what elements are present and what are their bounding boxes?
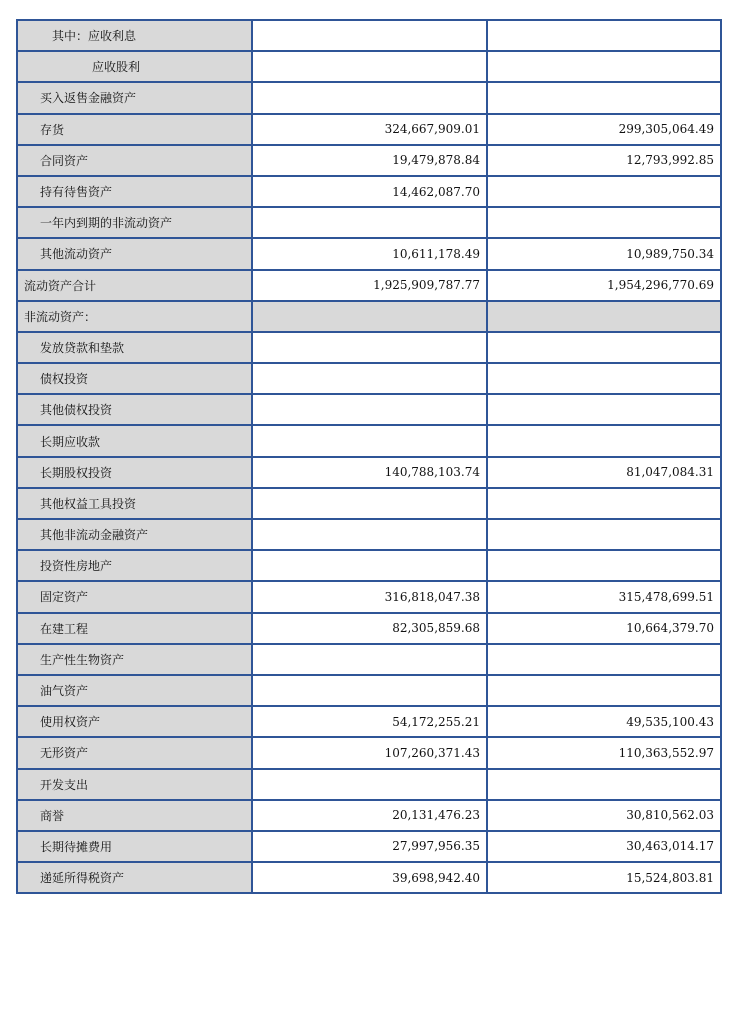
row-label: 存货 — [17, 114, 252, 145]
current-period-value: 27,997,956.35 — [252, 831, 487, 862]
table-row — [17, 238, 721, 269]
table-row — [17, 207, 721, 238]
previous-period-value — [487, 488, 721, 519]
row-label: 开发支出 — [17, 769, 252, 800]
previous-period-value — [487, 363, 721, 394]
current-period-value: 54,172,255.21 — [252, 706, 487, 737]
current-period-value — [252, 675, 487, 706]
previous-period-value — [487, 82, 721, 113]
previous-period-value: 81,047,084.31 — [487, 457, 721, 488]
row-label: 发放贷款和垫款 — [17, 332, 252, 363]
row-label: 长期待摊费用 — [17, 831, 252, 862]
current-period-value: 39,698,942.40 — [252, 862, 487, 893]
current-period-value: 14,462,087.70 — [252, 176, 487, 207]
current-period-value — [252, 301, 487, 332]
table-row — [17, 675, 721, 706]
table-row — [17, 457, 721, 488]
previous-period-value — [487, 207, 721, 238]
table-row — [17, 769, 721, 800]
previous-period-value: 315,478,699.51 — [487, 581, 721, 612]
previous-period-value — [487, 20, 721, 51]
previous-period-value — [487, 51, 721, 82]
table-row — [17, 613, 721, 644]
table-row — [17, 862, 721, 893]
table-row — [17, 800, 721, 831]
table-row — [17, 301, 721, 332]
row-label: 非流动资产： — [17, 301, 252, 332]
previous-period-value: 30,463,014.17 — [487, 831, 721, 862]
current-period-value — [252, 519, 487, 550]
previous-period-value — [487, 769, 721, 800]
row-label: 买入返售金融资产 — [17, 82, 252, 113]
table-row — [17, 519, 721, 550]
table-row — [17, 363, 721, 394]
row-label: 油气资产 — [17, 675, 252, 706]
table-row — [17, 550, 721, 581]
row-label: 递延所得税资产 — [17, 862, 252, 893]
previous-period-value — [487, 644, 721, 675]
table-row — [17, 51, 721, 82]
table-row — [17, 737, 721, 768]
current-period-value — [252, 394, 487, 425]
balance-sheet-table — [16, 19, 722, 894]
previous-period-value — [487, 176, 721, 207]
previous-period-value: 10,989,750.34 — [487, 238, 721, 269]
previous-period-value: 30,810,562.03 — [487, 800, 721, 831]
current-period-value — [252, 332, 487, 363]
row-label: 长期股权投资 — [17, 457, 252, 488]
row-label: 生产性生物资产 — [17, 644, 252, 675]
current-period-value — [252, 363, 487, 394]
table-row — [17, 706, 721, 737]
row-label: 长期应收款 — [17, 425, 252, 456]
previous-period-value: 1,954,296,770.69 — [487, 270, 721, 301]
previous-period-value: 10,664,379.70 — [487, 613, 721, 644]
table-row — [17, 831, 721, 862]
table-row — [17, 114, 721, 145]
balance-sheet-body — [17, 20, 721, 893]
table-row — [17, 270, 721, 301]
current-period-value — [252, 550, 487, 581]
table-row — [17, 82, 721, 113]
previous-period-value — [487, 394, 721, 425]
current-period-value: 107,260,371.43 — [252, 737, 487, 768]
previous-period-value — [487, 519, 721, 550]
current-period-value — [252, 20, 487, 51]
previous-period-value — [487, 550, 721, 581]
table-row — [17, 644, 721, 675]
row-label: 债权投资 — [17, 363, 252, 394]
previous-period-value: 49,535,100.43 — [487, 706, 721, 737]
row-label: 使用权资产 — [17, 706, 252, 737]
previous-period-value: 12,793,992.85 — [487, 145, 721, 176]
current-period-value — [252, 644, 487, 675]
current-period-value: 20,131,476.23 — [252, 800, 487, 831]
row-label: 持有待售资产 — [17, 176, 252, 207]
previous-period-value — [487, 301, 721, 332]
current-period-value: 1,925,909,787.77 — [252, 270, 487, 301]
row-label: 投资性房地产 — [17, 550, 252, 581]
current-period-value: 140,788,103.74 — [252, 457, 487, 488]
previous-period-value: 15,524,803.81 — [487, 862, 721, 893]
previous-period-value: 110,363,552.97 — [487, 737, 721, 768]
table-row — [17, 488, 721, 519]
current-period-value: 316,818,047.38 — [252, 581, 487, 612]
row-label: 其中：应收利息 — [17, 20, 252, 51]
previous-period-value — [487, 332, 721, 363]
current-period-value — [252, 207, 487, 238]
current-period-value: 10,611,178.49 — [252, 238, 487, 269]
current-period-value: 82,305,859.68 — [252, 613, 487, 644]
row-label: 一年内到期的非流动资产 — [17, 207, 252, 238]
table-row — [17, 581, 721, 612]
row-label: 其他权益工具投资 — [17, 488, 252, 519]
row-label: 其他非流动金融资产 — [17, 519, 252, 550]
table-row — [17, 176, 721, 207]
row-label: 固定资产 — [17, 581, 252, 612]
table-row — [17, 394, 721, 425]
previous-period-value: 299,305,064.49 — [487, 114, 721, 145]
row-label: 应收股利 — [17, 51, 252, 82]
row-label: 商誉 — [17, 800, 252, 831]
table-row — [17, 20, 721, 51]
current-period-value — [252, 82, 487, 113]
table-row — [17, 145, 721, 176]
current-period-value — [252, 425, 487, 456]
row-label: 在建工程 — [17, 613, 252, 644]
row-label: 合同资产 — [17, 145, 252, 176]
row-label: 其他债权投资 — [17, 394, 252, 425]
current-period-value: 324,667,909.01 — [252, 114, 487, 145]
current-period-value: 19,479,878.84 — [252, 145, 487, 176]
row-label: 无形资产 — [17, 737, 252, 768]
previous-period-value — [487, 425, 721, 456]
table-row — [17, 425, 721, 456]
current-period-value — [252, 769, 487, 800]
current-period-value — [252, 51, 487, 82]
previous-period-value — [487, 675, 721, 706]
current-period-value — [252, 488, 487, 519]
row-label: 其他流动资产 — [17, 238, 252, 269]
table-row — [17, 332, 721, 363]
row-label: 流动资产合计 — [17, 270, 252, 301]
